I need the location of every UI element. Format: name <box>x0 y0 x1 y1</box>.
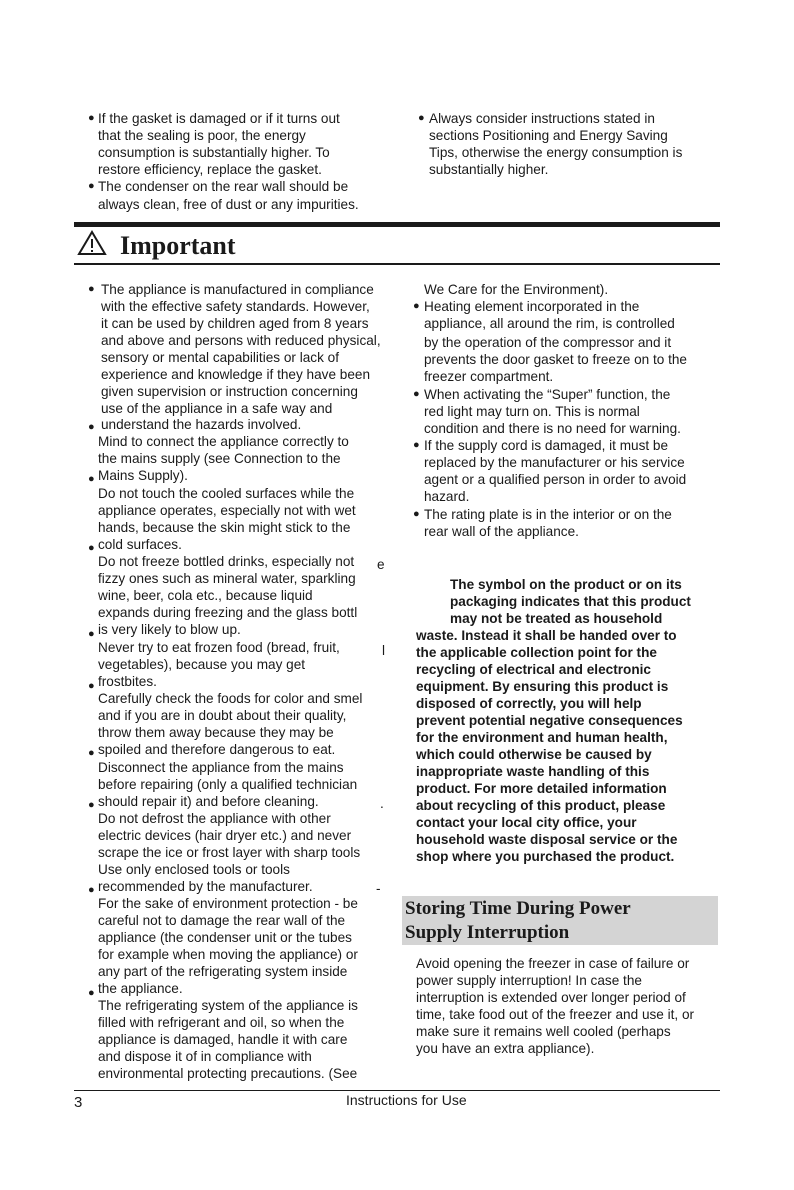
text-line: may not be treated as household <box>450 611 663 626</box>
text-line: We Care for the Environment). <box>424 282 609 297</box>
stray-glyph: e <box>377 557 385 572</box>
text-line: about recycling of this product, please <box>416 798 666 813</box>
text-line: appliance (the condenser unit or the tubes <box>98 930 352 945</box>
text-line: the mains supply (see Connection to the <box>98 451 341 466</box>
text-line: Avoid opening the freezer in case of failure or <box>416 956 690 971</box>
text-line: shop where you purchased the product. <box>416 849 675 864</box>
text-line: Do not freeze bottled drinks, especially not <box>98 554 355 569</box>
text-line: contact your local city office, your <box>416 815 637 830</box>
text-line: expands during freezing and the glass bottl <box>98 605 358 620</box>
text-line: Disconnect the appliance from the mains <box>98 760 344 775</box>
page-number: 3 <box>74 1094 83 1111</box>
text-line: substantially higher. <box>429 162 549 177</box>
stray-glyph: - <box>376 881 381 896</box>
stray-glyph: l <box>382 643 386 658</box>
text-line: condition and there is no need for warning. <box>424 421 681 436</box>
text-line: The refrigerating system of the appliance is <box>98 998 358 1013</box>
text-line: fizzy ones such as mineral water, sparkling <box>98 571 356 586</box>
text-line: use of the appliance in a safe way and <box>101 401 333 416</box>
text-line: Heating element incorporated in the <box>424 299 640 314</box>
text-line: consumption is substantially higher. To <box>98 145 330 160</box>
bullet-dot: ● <box>88 987 95 999</box>
text-line: make sure it remains well cooled (perhaps <box>416 1024 671 1039</box>
text-line: prevents the door gasket to freeze on to the <box>424 352 687 367</box>
bullet-dot: ● <box>88 884 95 896</box>
text-line: and dispose it of in compliance with <box>98 1049 312 1064</box>
text-line: If the supply cord is damaged, it must be <box>424 438 669 453</box>
bullet-dot: ● <box>88 747 95 759</box>
text-line: interruption is extended over longer period of <box>416 990 686 1005</box>
text-line: rear wall of the appliance. <box>424 524 579 539</box>
bullet-dot: ● <box>413 508 420 520</box>
text-line: vegetables), because you may get <box>98 657 306 672</box>
text-line: Use only enclosed tools or tools <box>98 862 290 877</box>
stray-glyph: . <box>380 796 384 811</box>
important-title: Important <box>120 231 236 260</box>
important-top-rule <box>74 222 720 227</box>
text-line: hazard. <box>424 489 470 504</box>
text-line: it can be used by children aged from 8 years <box>101 316 369 331</box>
text-line: for the environment and human health, <box>416 730 668 745</box>
text-line: The symbol on the product or on its <box>450 577 682 592</box>
text-line: Do not defrost the appliance with other <box>98 811 331 826</box>
text-line: cold surfaces. <box>98 537 182 552</box>
text-line: equipment. By ensuring this product is <box>416 679 669 694</box>
bullet-dot: ● <box>413 300 420 312</box>
text-line: careful not to damage the rear wall of the <box>98 913 346 928</box>
text-line: Tips, otherwise the energy consumption is <box>429 145 683 160</box>
text-line: agent or a qualified person in order to avoid <box>424 472 687 487</box>
heading-line: Supply Interruption <box>405 922 570 943</box>
text-line: household waste disposal service or the <box>416 832 678 847</box>
text-line: sections Positioning and Energy Saving <box>429 128 668 143</box>
bullet-dot: ● <box>88 283 95 295</box>
text-line: For the sake of environment protection - be <box>98 896 358 911</box>
text-line: spoiled and therefore dangerous to eat. <box>98 742 336 757</box>
important-bottom-rule <box>74 263 720 265</box>
text-line: which could otherwise be caused by <box>416 747 652 762</box>
text-line: Always consider instructions stated in <box>429 111 655 126</box>
text-line: before repairing (only a qualified technician <box>98 777 358 792</box>
text-line: you have an extra appliance). <box>416 1041 595 1056</box>
text-line: recommended by the manufacturer. <box>98 879 313 894</box>
bullet-dot: ● <box>88 799 95 811</box>
text-line: with the effective safety standards. However, <box>101 299 370 314</box>
warning-triangle-icon <box>77 230 107 256</box>
bullet-dot: ● <box>88 112 95 124</box>
text-line: that the sealing is poor, the energy <box>98 128 306 143</box>
storing-time-heading <box>402 896 718 945</box>
text-line: prevent potential negative consequences <box>416 713 683 728</box>
text-line: frostbites. <box>98 674 157 689</box>
text-line: The appliance is manufactured in compliance <box>101 282 374 297</box>
text-line: recycling of electrical and electronic <box>416 662 651 677</box>
text-line: filled with refrigerant and oil, so when the <box>98 1015 345 1030</box>
text-line: Carefully check the foods for color and smel <box>98 691 363 706</box>
heading-line: Storing Time During Power <box>405 898 631 919</box>
text-line: by the operation of the compressor and it <box>424 335 672 350</box>
bullet-dot: ● <box>413 439 420 451</box>
text-line: is very likely to blow up. <box>98 622 241 637</box>
text-line: The rating plate is in the interior or on the <box>424 507 672 522</box>
text-line: and if you are in doubt about their quality, <box>98 708 347 723</box>
bullet-dot: ● <box>88 180 95 192</box>
bullet-dot: ● <box>88 421 95 433</box>
text-line: disposed of correctly, you will help <box>416 696 642 711</box>
text-line: always clean, free of dust or any impurities. <box>98 197 359 212</box>
text-line: restore efficiency, replace the gasket. <box>98 162 322 177</box>
text-line: appliance, all around the rim, is controlled <box>424 316 675 331</box>
text-line: red light may turn on. This is normal <box>424 404 640 419</box>
text-line: power supply interruption! In case the <box>416 973 642 988</box>
text-line: product. For more detailed information <box>416 781 667 796</box>
text-line: waste. Instead it shall be handed over to <box>416 628 677 643</box>
text-line: the appliance. <box>98 981 183 996</box>
text-line: wine, beer, cola etc., because liquid <box>98 588 313 603</box>
text-line: inappropriate waste handling of this <box>416 764 650 779</box>
text-line: Never try to eat frozen food (bread, fruit, <box>98 640 340 655</box>
text-line: Mind to connect the appliance correctly to <box>98 434 349 449</box>
text-line: appliance operates, especially not with wet <box>98 503 356 518</box>
bullet-dot: ● <box>413 388 420 400</box>
text-line: When activating the “Super” function, the <box>424 387 671 402</box>
text-line: given supervision or instruction concerning <box>101 384 358 399</box>
text-line: understand the hazards involved. <box>101 417 302 432</box>
text-line: scrape the ice or frost layer with sharp tools <box>98 845 361 860</box>
text-line: electric devices (hair dryer etc.) and never <box>98 828 352 843</box>
text-line: any part of the refrigerating system inside <box>98 964 348 979</box>
text-line: sensory or mental capabilities or lack of <box>101 350 339 365</box>
text-line: environmental protecting precautions. (See <box>98 1066 358 1081</box>
bullet-dot: ● <box>88 542 95 554</box>
text-line: hands, because the skin might stick to the <box>98 520 351 535</box>
text-line: freezer compartment. <box>424 369 554 384</box>
bullet-dot: ● <box>88 628 95 640</box>
text-line: and above and persons with reduced physical, <box>101 333 381 348</box>
bullet-dot: ● <box>88 473 95 485</box>
bullet-dot: ● <box>88 680 95 692</box>
text-line: Do not touch the cooled surfaces while the <box>98 486 355 501</box>
text-line: the applicable collection point for the <box>416 645 657 660</box>
text-line: replaced by the manufacturer or his service <box>424 455 685 470</box>
text-line: packaging indicates that this product <box>450 594 691 609</box>
text-line: The condenser on the rear wall should be <box>98 179 349 194</box>
footer-caption: Instructions for Use <box>346 1092 467 1108</box>
text-line: should repair it) and before cleaning. <box>98 794 319 809</box>
text-line: throw them away because they may be <box>98 725 334 740</box>
bullet-dot: ● <box>418 112 425 124</box>
text-line: Mains Supply). <box>98 468 188 483</box>
text-line: for example when moving the appliance) or <box>98 947 358 962</box>
text-line: appliance is damaged, handle it with care <box>98 1032 348 1047</box>
text-line: time, take food out of the freezer and use it, or <box>416 1007 695 1022</box>
footer-rule <box>74 1090 720 1091</box>
text-line: If the gasket is damaged or if it turns out <box>98 111 340 126</box>
text-line: experience and knowledge if they have been <box>101 367 371 382</box>
